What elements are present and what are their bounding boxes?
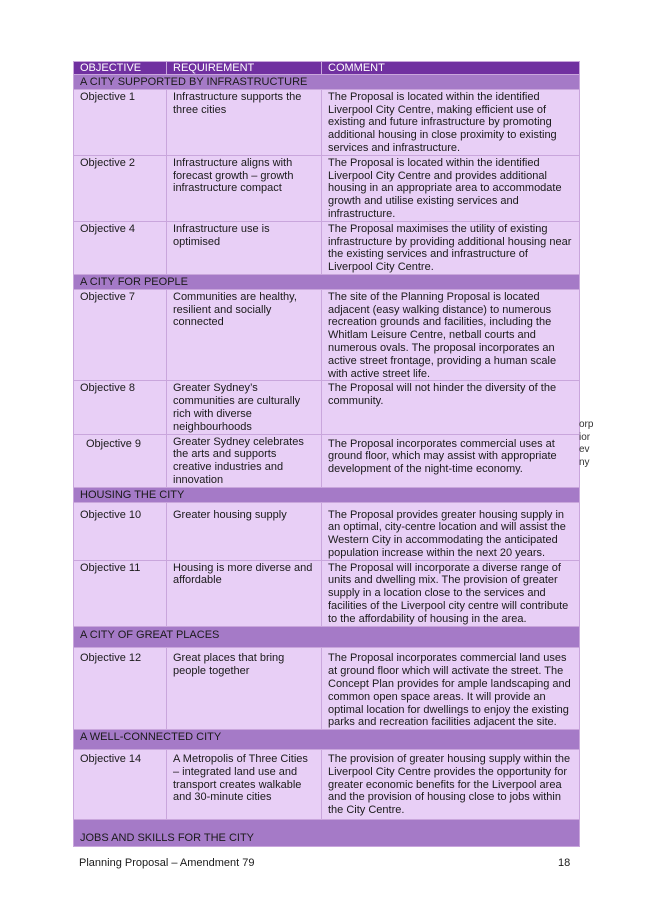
- objective-cell: Objective 2: [74, 155, 167, 221]
- section-row: [74, 274, 580, 289]
- comment-cell: The Proposal maximises the utility of existing infrastructure by providing additional housing near the existing services and infrastructure of Liverpool City Centre.: [322, 221, 580, 274]
- header-comment: COMMENT: [322, 62, 580, 75]
- footer-title: Planning Proposal – Amendment 79: [79, 857, 255, 869]
- overflow-fragment: ev: [579, 444, 590, 455]
- requirement-cell: Greater Sydney’s communities are culturally rich with diverse neighbourhoods: [167, 381, 322, 434]
- objective-cell: Objective 12: [74, 648, 167, 730]
- table-row: [74, 289, 580, 381]
- comment-cell: The Proposal will not hinder the diversity of the community.: [322, 381, 580, 434]
- section-row: [74, 487, 580, 502]
- comment-cell: The Proposal incorporates commercial land uses at ground floor which will activate the street. The Concept Plan provides for ample landscaping and common open space areas. It will provide an optimal location for dwellings to enjoy the existing parks and recreation facilities adjacent the site.: [322, 648, 580, 730]
- table-row: [74, 89, 580, 155]
- section-title: HOUSING THE CITY: [74, 487, 580, 502]
- requirement-cell: Infrastructure aligns with forecast growth – growth infrastructure compact: [167, 155, 322, 221]
- overflow-text-fragments: [579, 419, 594, 469]
- page-number: 18: [558, 857, 571, 869]
- table-row: [74, 221, 580, 274]
- table-row: [74, 502, 580, 560]
- comment-cell: The provision of greater housing supply within the Liverpool City Centre provides the opportunity for greater economic benefits for the Liverpool area and the provision of housing close to jobs within the City Centre.: [322, 750, 580, 820]
- section-row: [74, 626, 580, 648]
- objective-cell: Objective 11: [74, 560, 167, 626]
- requirement-cell: A Metropolis of Three Cities – integrated land use and transport creates walkable and 30-minute cities: [167, 750, 322, 820]
- table-row: [74, 381, 580, 434]
- table-header-row: [74, 62, 580, 75]
- comment-cell: The Proposal is located within the identified Liverpool City Centre and provides additional housing in an appropriate area to accommodate growth and utilise existing services and infrastructure.: [322, 155, 580, 221]
- objective-cell: Objective 4: [74, 221, 167, 274]
- comment-cell: The Proposal incorporates commercial uses at ground floor, which may assist with appropriate development of the night-time economy.: [322, 434, 580, 487]
- comment-cell: The Proposal is located within the identified Liverpool City Centre, making efficient use of existing and future infrastructure by promoting additional housing in close proximity to existing services and infrastructure.: [322, 89, 580, 155]
- overflow-fragment: orp: [579, 419, 594, 430]
- requirement-cell: Greater Sydney celebrates the arts and supports creative industries and innovation: [167, 434, 322, 487]
- objectives-table: [73, 61, 580, 847]
- section-title: A CITY OF GREAT PLACES: [74, 626, 580, 648]
- requirement-cell: Greater housing supply: [167, 502, 322, 560]
- table-row: [74, 434, 580, 487]
- section-title: A CITY SUPPORTED BY INFRASTRUCTURE: [74, 75, 580, 90]
- section-title: A WELL-CONNECTED CITY: [74, 730, 580, 750]
- overflow-fragment: ny: [579, 456, 590, 468]
- section-title: A CITY FOR PEOPLE: [74, 274, 580, 289]
- objective-cell: Objective 8: [74, 381, 167, 434]
- header-requirement: REQUIREMENT: [167, 62, 322, 75]
- requirement-cell: Great places that bring people together: [167, 648, 322, 730]
- requirement-cell: Infrastructure supports the three cities: [167, 89, 322, 155]
- requirement-cell: Infrastructure use is optimised: [167, 221, 322, 274]
- header-objective: OBJECTIVE: [74, 62, 167, 75]
- requirement-cell: Housing is more diverse and affordable: [167, 560, 322, 626]
- comment-cell: The site of the Planning Proposal is located adjacent (easy walking distance) to numerous recreation grounds and facilities, including the Whitlam Leisure Centre, netball courts and numerous ovals. The proposal incorporates an active street frontage, providing a human scale with active street life.: [322, 289, 580, 381]
- comment-cell: The Proposal provides greater housing supply in an optimal, city-centre location and will assist the Western City in accommodating the anticipated population increase within the next 20 years.: [322, 502, 580, 560]
- table-row: [74, 560, 580, 626]
- section-title: JOBS AND SKILLS FOR THE CITY: [74, 820, 580, 847]
- table-row: [74, 155, 580, 221]
- comment-cell: The Proposal will incorporate a diverse range of units and dwelling mix. The provision of greater supply in a location close to the services and facilities of the Liverpool city centre will contribute to the affordability of housing in the area.: [322, 560, 580, 626]
- section-row: [74, 730, 580, 750]
- objective-cell: Objective 10: [74, 502, 167, 560]
- table-row: [74, 648, 580, 730]
- objective-cell: Objective 7: [74, 289, 167, 381]
- section-row: [74, 75, 580, 90]
- overflow-fragment: ior: [579, 431, 591, 443]
- objective-cell: Objective 9: [74, 434, 167, 487]
- objective-cell: Objective 14: [74, 750, 167, 820]
- table-row: [74, 750, 580, 820]
- requirement-cell: Communities are healthy, resilient and socially connected: [167, 289, 322, 381]
- objective-cell: Objective 1: [74, 89, 167, 155]
- section-row: [74, 820, 580, 847]
